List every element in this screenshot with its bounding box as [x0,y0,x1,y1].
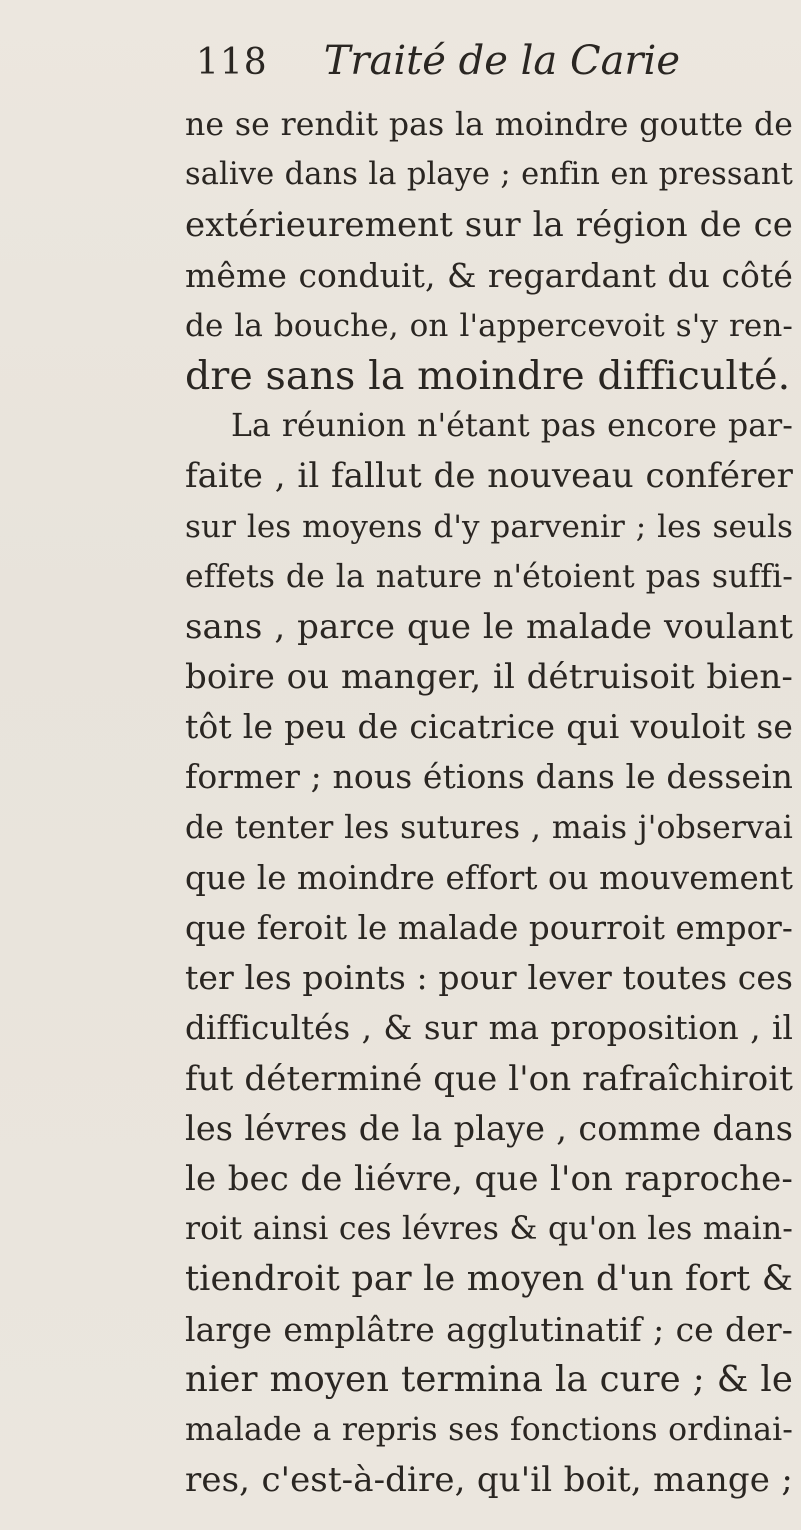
text-line: tiendroit par le moyen d'un fort & [185,1259,793,1300]
text-line: former ; nous étions dans le dessein [185,757,793,797]
text-line: les lévres de la playe , comme dans [185,1108,793,1148]
page-number: 118 [196,42,268,83]
text-line: dre sans la moindre difficulté. [185,352,791,399]
text-line: tôt le peu de cicatrice qui vouloit se [185,707,793,747]
text-line: difficultés , & sur ma proposition , il [185,1009,793,1048]
text-line: sans , parce que le malade voulant [185,606,793,647]
text-line: fut déterminé que l'on rafraîchiroit [185,1058,793,1099]
text-line: que le moindre effort ou mouvement [185,858,793,897]
text-line: de la bouche, on l'appercevoit s'y ren- [185,307,793,344]
text-line: ne se rendit pas la moindre goutte de [185,107,793,143]
text-line: effets de la nature n'étoient pas suffi- [185,558,793,595]
body-text [185,100,801,1505]
text-line: boire ou manger, il détruisoit bien- [185,657,793,698]
text-line: nier moyen termina la cure ; & le [185,1358,793,1400]
running-head [196,38,680,88]
text-line: ter les points : pour lever toutes ces [185,958,794,998]
text-line: salive dans la playe ; enfin en pressant [185,157,793,193]
text-line: que feroit le malade pourroit empor- [185,909,794,947]
text-line: malade a repris ses fonctions ordinai- [185,1411,793,1448]
running-title: Traité de la Carie [323,38,681,84]
text-line: roit ainsi ces lévres & qu'on les main- [185,1211,793,1248]
text-line: même conduit, & regardant du côté [185,255,793,295]
text-line: extérieurement sur la région de ce [185,205,793,246]
text-line: La réunion n'étant pas encore par- [231,408,793,445]
text-line: res, c'est-à-dire, qu'il boit, mange ; [185,1460,793,1501]
text-line: le bec de liévre, que l'on raproche- [185,1158,793,1199]
text-line: sur les moyens d'y parvenir ; les seuls [185,508,793,545]
text-line: faite , il fallut de nouveau conférer [185,456,793,497]
text-line: large emplâtre agglutinatif ; ce der- [185,1309,793,1349]
text-line: de tenter les sutures , mais j'observai [185,809,793,846]
